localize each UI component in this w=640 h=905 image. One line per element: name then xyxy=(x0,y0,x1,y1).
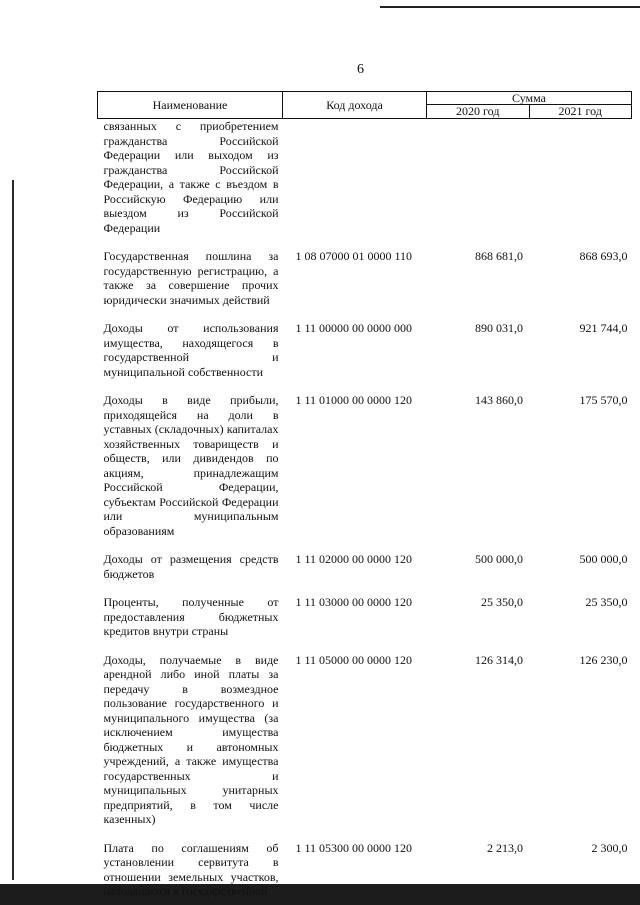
scan-edge-top xyxy=(380,6,640,8)
table-body xyxy=(98,119,632,899)
header-name: Наименование xyxy=(98,92,283,119)
row-spacer xyxy=(98,307,632,321)
row-value-2020 xyxy=(427,119,530,236)
table-row xyxy=(98,653,632,827)
header-year-2020: 2020 год xyxy=(427,105,530,119)
table-header xyxy=(98,92,632,119)
row-code: 1 11 02000 00 0000 120 xyxy=(295,552,413,566)
row-code xyxy=(283,119,427,236)
row-value-2021: 126 230,0 xyxy=(579,652,628,667)
row-value-2021 xyxy=(529,119,632,236)
row-value-2020: 143 860,0 xyxy=(475,393,523,407)
row-code: 1 11 00000 00 0000 000 xyxy=(295,321,413,335)
row-name: Доходы в виде прибыли, приходящейся на доли в уставных (складочных) капиталах хозяйственных товариществ и обществ, или дивидендов по акциям, принадлежащим Российской Федерации, субъектам Российской Федерации или муниципальным образованиям xyxy=(103,393,279,538)
row-name: Проценты, полученные от предоставления бюджетных кредитов внутри страны xyxy=(103,595,279,638)
row-value-2021: 25 350,0 xyxy=(585,595,628,609)
row-code: 1 11 03000 00 0000 120 xyxy=(295,595,413,609)
row-spacer xyxy=(98,538,632,552)
row-spacer xyxy=(98,235,632,249)
row-value-2020: 25 350,0 xyxy=(481,595,523,609)
row-value-2020: 2 213,0 xyxy=(487,840,523,855)
table-row xyxy=(98,393,632,538)
row-value-2021: 500 000,0 xyxy=(579,552,628,566)
row-value-2021: 175 570,0 xyxy=(579,393,628,407)
row-code: 1 11 05000 00 0000 120 xyxy=(295,652,413,667)
table-row xyxy=(98,249,632,307)
row-name: Доходы, получаемые в виде арендной либо иной платы за передачу в возмездное пользование государственного и муниципального имущества (за исключением имущества бюджетных и автономных учреждений, а также имущества государственных и муниципальных унитарных предприятий, в том числе казенных) xyxy=(103,652,279,826)
table-row xyxy=(98,321,632,379)
row-name: связанных с приобретением гражданства Российской Федерации или выходом из гражданства Российской Федерации, а также с въездом в Российскую Федерацию или выездом из Российской Федерации xyxy=(103,119,279,235)
row-spacer xyxy=(98,827,632,841)
table-row xyxy=(98,595,632,639)
header-year-2021: 2021 год xyxy=(529,105,632,119)
row-value-2020: 500 000,0 xyxy=(475,552,523,566)
row-name: Государственная пошлина за государственную регистрацию, а также за совершение прочих юридически значимых действий xyxy=(103,249,279,307)
table-row xyxy=(98,552,632,581)
row-code: 1 11 01000 00 0000 120 xyxy=(295,393,413,407)
page-number: 6 xyxy=(357,62,364,77)
row-spacer xyxy=(98,639,632,653)
table-row xyxy=(98,119,632,236)
revenue-table xyxy=(97,91,632,899)
table-row xyxy=(98,841,632,899)
row-value-2020: 868 681,0 xyxy=(475,249,523,263)
header-code: Код дохода xyxy=(283,92,427,119)
row-name: Плата по соглашениям об установлении сервитута в отношении земельных участков, находящихся в государственной xyxy=(103,840,279,898)
row-code: 1 11 05300 00 0000 120 xyxy=(295,840,413,855)
row-value-2021: 2 300,0 xyxy=(591,840,628,855)
row-value-2021: 921 744,0 xyxy=(579,321,628,335)
header-sum: Сумма xyxy=(427,92,632,105)
row-name: Доходы от размещения средств бюджетов xyxy=(103,552,279,581)
row-name: Доходы от использования имущества, находящегося в государственной и муниципальной собственности xyxy=(103,321,279,379)
row-value-2020: 890 031,0 xyxy=(475,321,523,335)
row-spacer xyxy=(98,379,632,393)
row-value-2021: 868 693,0 xyxy=(579,249,628,263)
row-value-2020: 126 314,0 xyxy=(475,652,523,667)
row-code: 1 08 07000 01 0000 110 xyxy=(295,249,413,263)
row-spacer xyxy=(98,581,632,595)
scan-edge-left xyxy=(12,180,14,880)
